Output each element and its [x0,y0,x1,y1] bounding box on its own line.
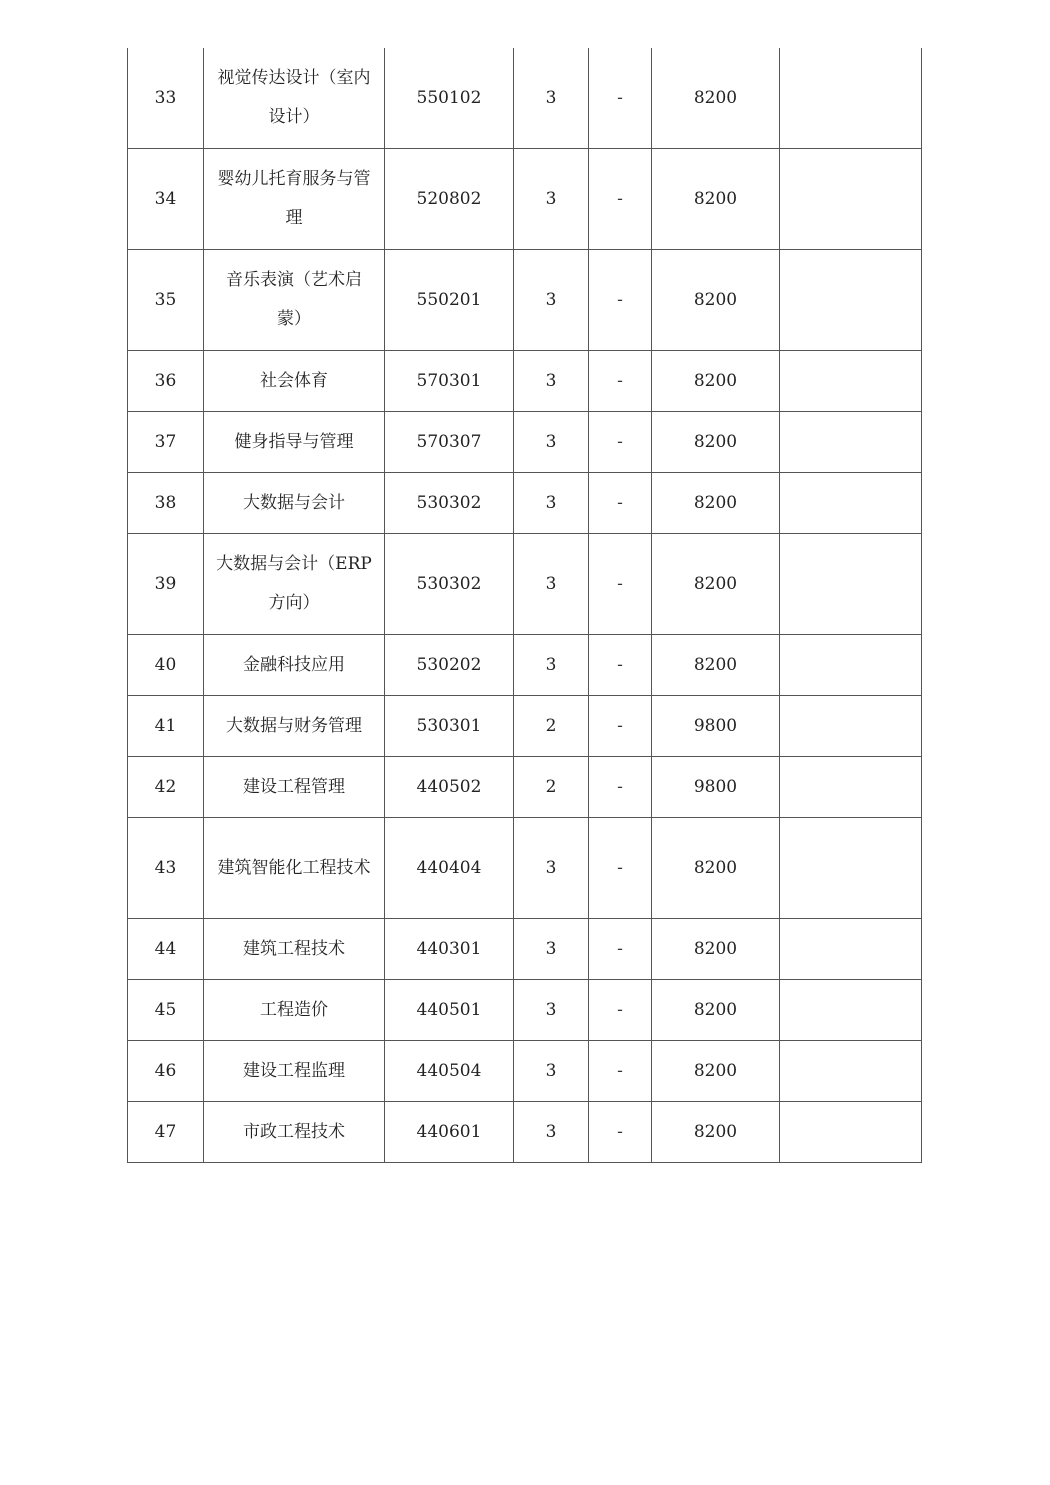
major-code: 440504 [385,1041,514,1102]
table-row [128,635,922,696]
major-code: 440601 [385,1102,514,1163]
row-number: 33 [128,48,204,149]
table-row [128,473,922,534]
tuition-fee: 8200 [652,635,780,696]
row-number: 47 [128,1102,204,1163]
study-years: 3 [514,48,589,149]
study-years: 3 [514,980,589,1041]
table-row [128,980,922,1041]
major-code: 530202 [385,635,514,696]
remark-cell [780,351,922,412]
dash-cell: - [589,757,652,818]
study-years: 3 [514,473,589,534]
major-code: 520802 [385,149,514,250]
study-years: 3 [514,818,589,919]
dash-cell: - [589,149,652,250]
dash-cell: - [589,534,652,635]
dash-cell: - [589,818,652,919]
tuition-fee: 8200 [652,250,780,351]
study-years: 3 [514,635,589,696]
table-body [128,48,922,1163]
row-number: 35 [128,250,204,351]
dash-cell: - [589,635,652,696]
study-years: 3 [514,149,589,250]
row-number: 46 [128,1041,204,1102]
dash-cell: - [589,412,652,473]
tuition-fee: 8200 [652,149,780,250]
major-name: 建设工程监理 [204,1041,385,1102]
tuition-fee: 8200 [652,1041,780,1102]
study-years: 3 [514,919,589,980]
tuition-fee: 8200 [652,48,780,149]
row-number: 43 [128,818,204,919]
major-name: 视觉传达设计（室内设计） [204,48,385,149]
remark-cell [780,48,922,149]
row-number: 34 [128,149,204,250]
major-name: 婴幼儿托育服务与管理 [204,149,385,250]
remark-cell [780,757,922,818]
row-number: 41 [128,696,204,757]
major-name: 健身指导与管理 [204,412,385,473]
tuition-fee: 8200 [652,412,780,473]
tuition-fee: 8200 [652,473,780,534]
study-years: 3 [514,250,589,351]
tuition-table [127,48,922,1163]
major-name: 音乐表演（艺术启蒙） [204,250,385,351]
major-code: 570307 [385,412,514,473]
major-code: 550201 [385,250,514,351]
major-name: 大数据与会计 [204,473,385,534]
tuition-fee: 9800 [652,757,780,818]
row-number: 39 [128,534,204,635]
major-name: 建设工程管理 [204,757,385,818]
row-number: 36 [128,351,204,412]
remark-cell [780,412,922,473]
table-row [128,412,922,473]
major-code: 530302 [385,473,514,534]
row-number: 44 [128,919,204,980]
remark-cell [780,919,922,980]
study-years: 2 [514,696,589,757]
major-name: 建筑工程技术 [204,919,385,980]
dash-cell: - [589,696,652,757]
remark-cell [780,980,922,1041]
row-number: 37 [128,412,204,473]
dash-cell: - [589,980,652,1041]
table-row [128,1102,922,1163]
tuition-fee: 8200 [652,351,780,412]
dash-cell: - [589,351,652,412]
major-code: 440502 [385,757,514,818]
remark-cell [780,818,922,919]
tuition-fee: 8200 [652,980,780,1041]
remark-cell [780,473,922,534]
row-number: 38 [128,473,204,534]
major-name: 大数据与财务管理 [204,696,385,757]
tuition-fee: 9800 [652,696,780,757]
study-years: 3 [514,534,589,635]
table-row [128,149,922,250]
tuition-fee: 8200 [652,534,780,635]
dash-cell: - [589,1102,652,1163]
remark-cell [780,1041,922,1102]
table-row [128,757,922,818]
remark-cell [780,250,922,351]
remark-cell [780,534,922,635]
dash-cell: - [589,250,652,351]
tuition-fee: 8200 [652,818,780,919]
major-name: 建筑智能化工程技术 [204,818,385,919]
study-years: 3 [514,351,589,412]
table-row [128,534,922,635]
major-code: 570301 [385,351,514,412]
table-row [128,250,922,351]
study-years: 3 [514,1041,589,1102]
row-number: 45 [128,980,204,1041]
dash-cell: - [589,1041,652,1102]
remark-cell [780,149,922,250]
major-code: 530302 [385,534,514,635]
major-name: 大数据与会计（ERP方向） [204,534,385,635]
study-years: 3 [514,412,589,473]
major-code: 440501 [385,980,514,1041]
major-name: 市政工程技术 [204,1102,385,1163]
major-code: 440404 [385,818,514,919]
table-row [128,818,922,919]
dash-cell: - [589,48,652,149]
table-row [128,351,922,412]
major-name: 社会体育 [204,351,385,412]
major-name: 金融科技应用 [204,635,385,696]
table-row [128,696,922,757]
row-number: 40 [128,635,204,696]
remark-cell [780,1102,922,1163]
major-code: 550102 [385,48,514,149]
dash-cell: - [589,919,652,980]
row-number: 42 [128,757,204,818]
tuition-fee: 8200 [652,919,780,980]
study-years: 3 [514,1102,589,1163]
remark-cell [780,696,922,757]
table-row [128,48,922,149]
dash-cell: - [589,473,652,534]
major-code: 440301 [385,919,514,980]
table-row [128,919,922,980]
tuition-fee: 8200 [652,1102,780,1163]
major-name: 工程造价 [204,980,385,1041]
remark-cell [780,635,922,696]
table-row [128,1041,922,1102]
study-years: 2 [514,757,589,818]
major-code: 530301 [385,696,514,757]
